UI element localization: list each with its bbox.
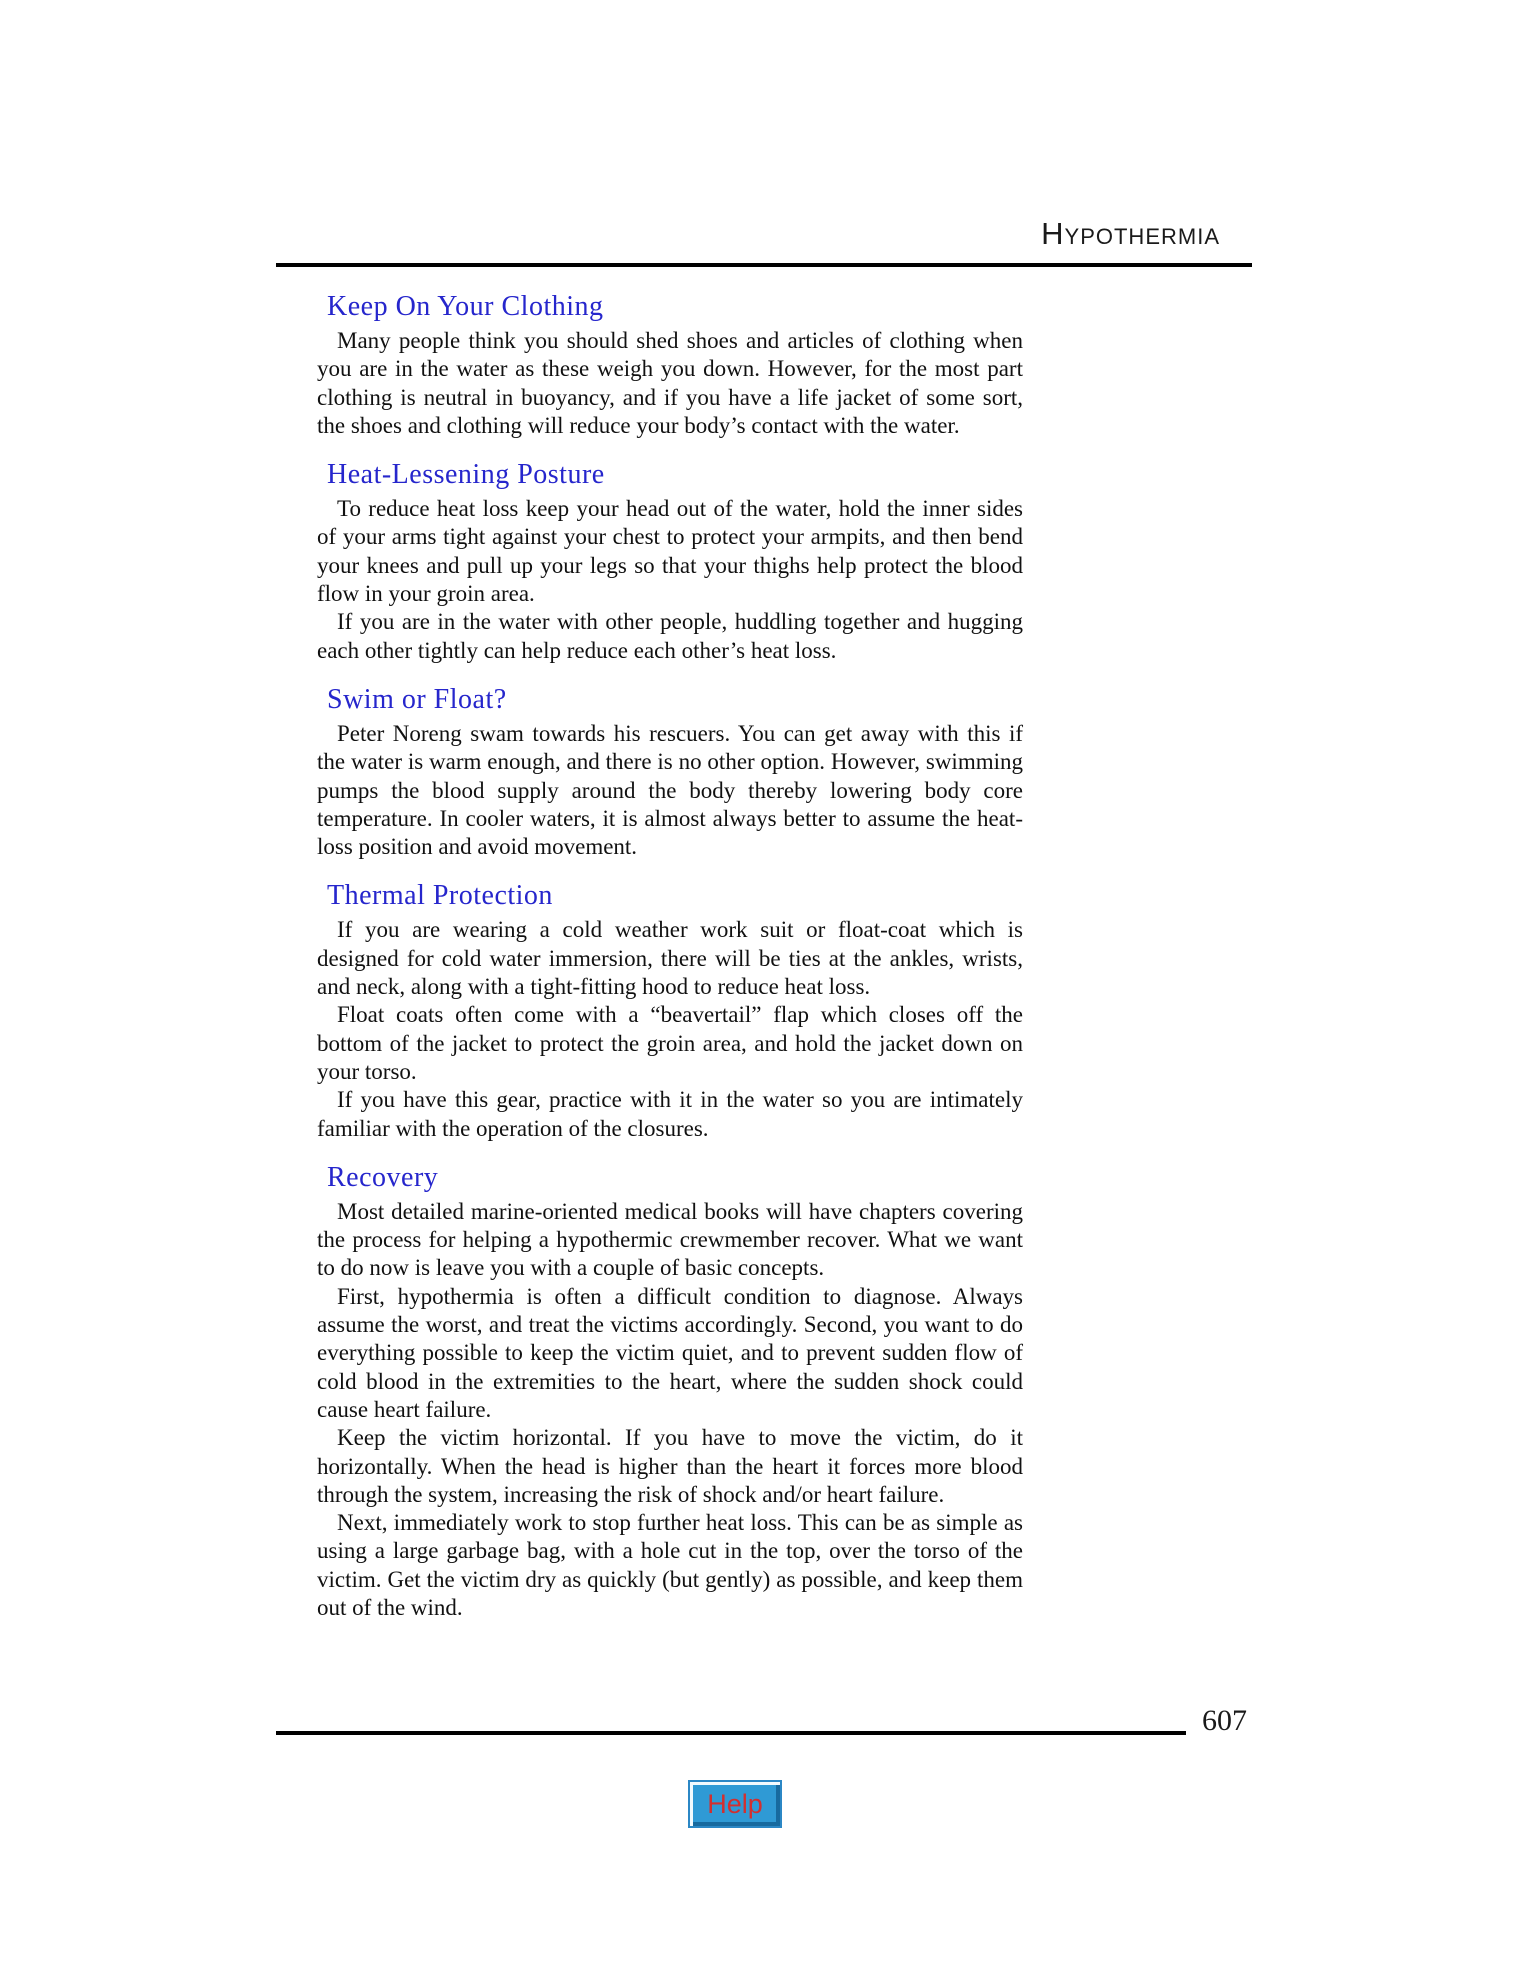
paragraph: Peter Noreng swam towards his rescuers. You can get away with this if the water is warm enough, and there is no other option. However, swimming pumps the blood supply around the body thereby lowering body core temperature. In cooler waters, it is almost always better to assume the heat-loss position and avoid movement. <box>317 720 1023 860</box>
paragraph: Many people think you should shed shoes and articles of clothing when you are in the water as these weigh you down. However, for the most part clothing is neutral in buoyancy, and if you have a life jacket of some sort, the shoes and clothing will reduce your body’s contact with the water. <box>317 328 1023 438</box>
top-rule <box>276 263 1252 267</box>
running-header: Hypothermia <box>1041 216 1220 251</box>
section-heading-heat-lessening-posture: Heat-Lessening Posture <box>327 459 605 491</box>
paragraph: To reduce heat loss keep your head out of the water, hold the inner sides of your arms tight against your chest to protect your armpits, and then bend your knees and pull up your legs so that your thighs help protect the blood flow in your groin area. <box>317 496 1023 607</box>
section-heading-recovery: Recovery <box>327 1161 439 1193</box>
paragraph: Float coats often come with a “beavertail” flap which closes off the bottom of the jacket to protect the groin area, and hold the jacket down on your torso. <box>317 1002 1023 1084</box>
paragraph: Next, immediately work to stop further heat loss. This can be as simple as using a large garbage bag, with a hole cut in the top, over the torso of the victim. Get the victim dry as quickly (but gently) as possible, and keep them out of the wind. <box>317 1510 1023 1620</box>
page-content <box>317 270 1023 1622</box>
section-heading-thermal-protection: Thermal Protection <box>327 880 553 912</box>
paragraph: If you are in the water with other people, huddling together and hugging each other tightly can help reduce each other’s heat loss. <box>317 609 1023 663</box>
bottom-rule <box>276 1731 1186 1735</box>
paragraph: First, hypothermia is often a difficult condition to diagnose. Always assume the worst, and treat the victims accordingly. Second, you want to do everything possible to keep the victim quiet, and to prevent sudden flow of cold blood in the extremities to the heart, where the sudden shock could cause heart failure. <box>317 1283 1023 1422</box>
help-button[interactable]: Help <box>688 1780 782 1828</box>
paragraph: If you are wearing a cold weather work suit or float-coat which is designed for cold water immersion, there will be ties at the ankles, wrists, and neck, along with a tight-fitting hood to reduce heat loss. <box>317 917 1023 1000</box>
paragraph: Most detailed marine-oriented medical books will have chapters covering the process for helping a hypothermic crewmember recover. What we want to do now is leave you with a couple of basic concepts. <box>317 1198 1023 1281</box>
page-number: 607 <box>1202 1704 1247 1737</box>
section-heading-swim-or-float: Swim or Float? <box>327 683 507 715</box>
paragraph: Keep the victim horizontal. If you have to move the victim, do it horizontally. When the head is higher than the heart it forces more blood through the system, increasing the risk of shock and/or heart failure. <box>317 1425 1023 1507</box>
paragraph: If you have this gear, practice with it in the water so you are intimately familiar with the operation of the closures. <box>317 1087 1023 1141</box>
section-heading-keep-on-your-clothing: Keep On Your Clothing <box>327 291 604 322</box>
